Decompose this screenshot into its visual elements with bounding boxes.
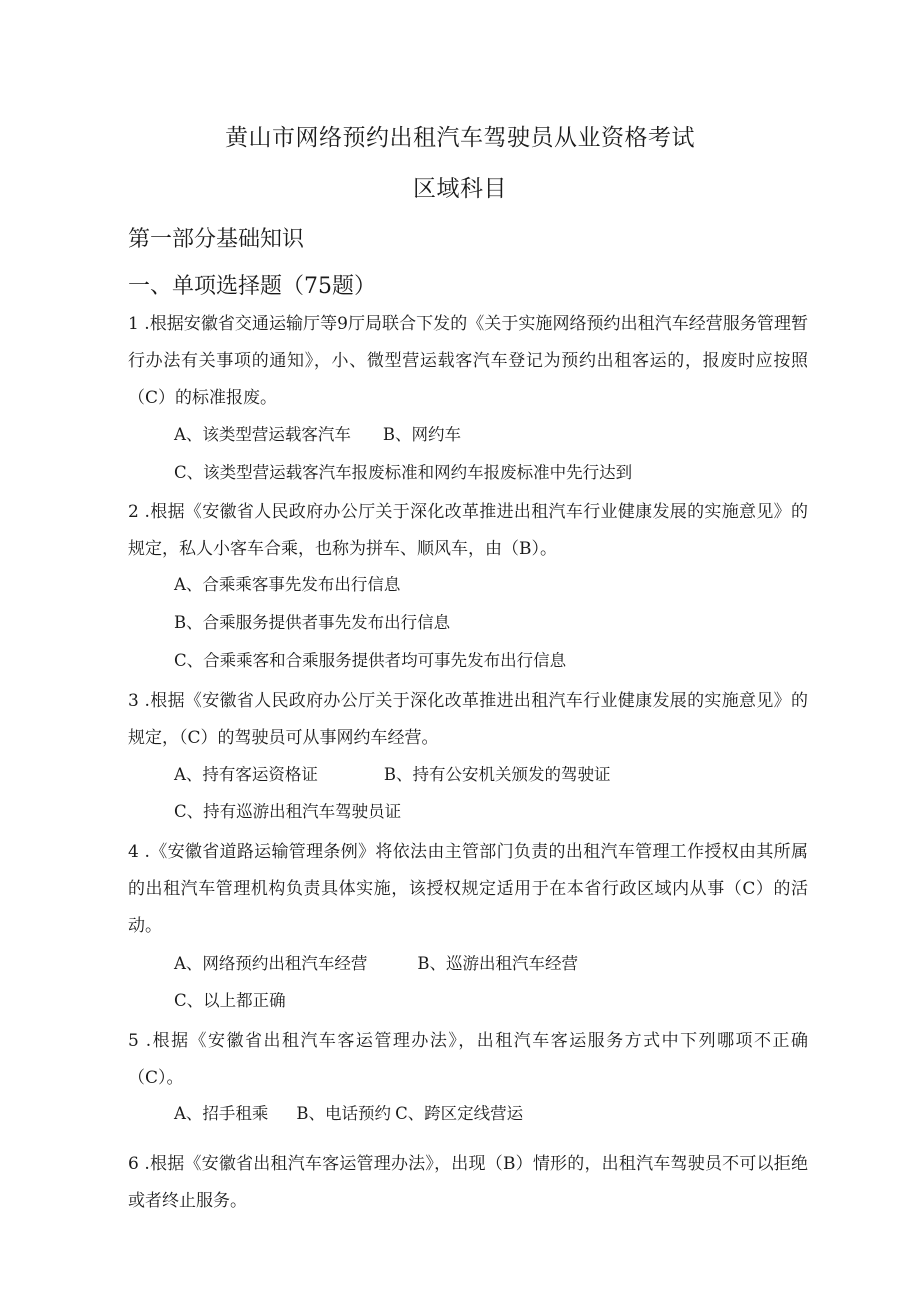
question-5-text: 5 .根据《安徽省出租汽车客运管理办法》，出租汽车客运服务方式中下列哪项不正确（C）。 [128,1031,808,1088]
question-2-option-b: B、合乘服务提供者事先发布出行信息 [174,613,451,632]
question-2-option-a: A、合乘乘客事先发布出行信息 [174,575,401,594]
question-6-text: 6 .根据《安徽省出租汽车客运管理办法》，出现（B）情形的，出租汽车驾驶员不可以拒绝或者终止服务。 [128,1154,808,1211]
question-2-option-c: C、合乘乘客和合乘服务提供者均可事先发布出行信息 [174,651,567,670]
question-1-text: 1 .根据安徽省交通运输厅等9厅局联合下发的《关于实施网络预约出租汽车经营服务管理暂行办法有关事项的通知》，小、微型营运载客汽车登记为预约出租客运的，报废时应按照（C）的标准报废。 [128,314,808,408]
question-3-option-a: A、持有客运资格证 [174,765,318,784]
question-4-option-a: A、网络预约出租汽车经营 [174,954,368,973]
question-3-option-c: C、持有巡游出租汽车驾驶员证 [174,802,402,821]
question-3-options-row-1 [174,760,611,790]
question-5-options-row-1 [174,1099,523,1129]
question-1-option-a: A、该类型营运载客汽车 [174,425,351,444]
document-title: 黄山市网络预约出租汽车驾驶员从业资格考试 [225,125,695,151]
question-3-option-b: B、持有公安机关颁发的驾驶证 [383,765,611,784]
question-3-text: 3 .根据《安徽省人民政府办公厅关于深化改革推进出租汽车行业健康发展的实施意见》的规定，（C）的驾驶员可从事网约车经营。 [128,691,808,748]
question-1-option-c: C、该类型营运载客汽车报废标准和网约车报废标准中先行达到 [174,463,633,482]
question-4-text: 4 .《安徽省道路运输管理条例》将依法由主管部门负责的出租汽车管理工作授权由其所属的出租汽车管理机构负责具体实施，该授权规定适用于在本省行政区域内从事（C）的活动。 [128,842,808,936]
question-5-option-a: A、招手租乘 [174,1104,269,1123]
section-heading: 一、单项选择题（75题） [128,274,376,299]
question-5-option-b: B、电话预约 [296,1104,392,1123]
question-1-option-b: B、网约车 [382,425,462,444]
document-subtitle: 区域科目 [413,176,507,202]
question-4-option-b: B、巡游出租汽车经营 [417,954,579,973]
part-heading: 第一部分基础知识 [128,227,305,252]
question-1-options-row-1 [174,420,461,450]
question-4-option-c: C、以上都正确 [174,991,286,1010]
question-2-text: 2 .根据《安徽省人民政府办公厅关于深化改革推进出租汽车行业健康发展的实施意见》的规定，私人小客车合乘，也称为拼车、顺风车，由（B）。 [128,502,808,559]
question-5-option-c: C、跨区定线营运 [395,1104,524,1123]
question-4-options-row-1 [174,949,578,979]
